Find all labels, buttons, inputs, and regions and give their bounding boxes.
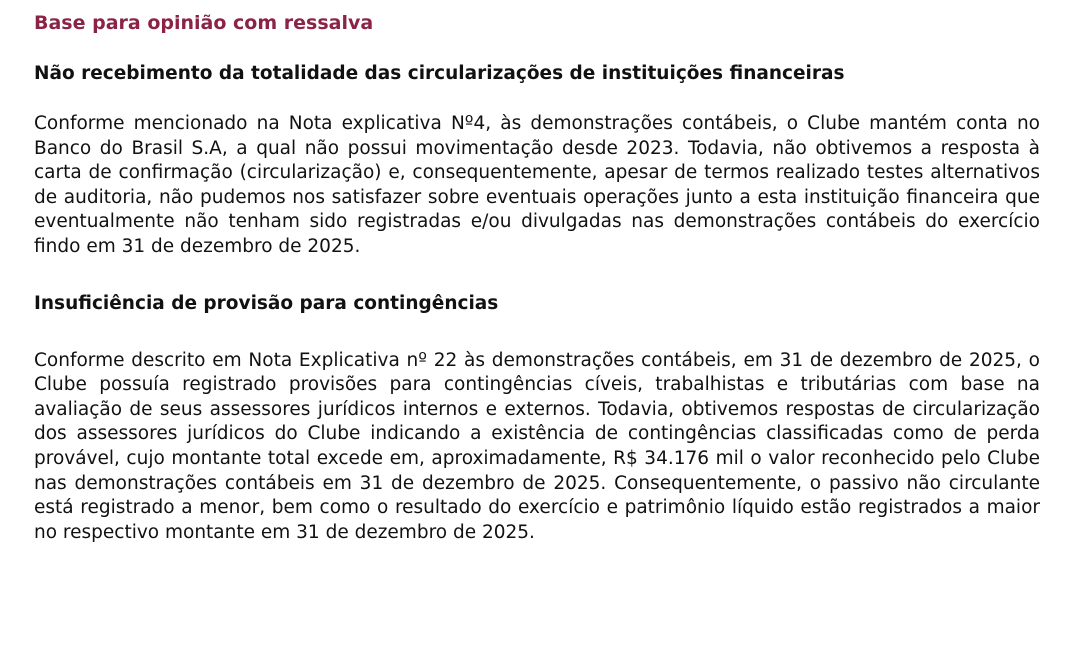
spacer — [34, 88, 1040, 112]
paragraph-circularizacoes: Conforme mencionado na Nota explicativa Nº4, às demonstrações contábeis, o Clube mantém conta no Banco do Brasil S.A, a qual não possui movimentação desde 2023. Todavia, não obtivemos a resposta à carta de confirmação (circularização) e, consequentemente, apesar de termos realizado testes alternativos de auditoria, não pudemos nos satisfazer sobre eventuais operações junto a esta instituição financeira que eventualmente não tenham sido registradas e/ou divulgadas nas demonstrações contábeis do exercício findo em 31 de dezembro de 2025. — [34, 113, 1040, 257]
document-body — [34, 8, 1040, 545]
spacer — [34, 260, 1040, 290]
section-title: Base para opinião com ressalva — [34, 12, 374, 34]
spacer — [34, 38, 1040, 60]
paragraph-provisao: Conforme descrito em Nota Explicativa nº 22 às demonstrações contábeis, em 31 de dezembro de 2025, o Clube possuía registrado provisões para contingências cíveis, trabalhistas e tributárias com base na avaliação de seus assessores jurídicos internos e externos. Todavia, obtivemos respostas de circularização dos assessores jurídicos do Clube indicando a existência de contingências classificadas como de perda provável, cujo montante total excede em, aproximadamente, R$ 34.176 mil o valor reconhecido pelo Clube nas demonstrações contábeis em 31 de dezembro de 2025. Consequentemente, o passivo não circulante está registrado a menor, bem como o resultado do exercício e patrimônio líquido estão registrados a maior no respectivo montante em 31 de dezembro de 2025. — [34, 349, 1040, 543]
spacer — [34, 318, 1040, 349]
subheading-circularizacoes: Não recebimento da totalidade das circularizações de instituições financeiras — [34, 63, 845, 84]
subheading-provisao: Insuficiência de provisão para contingências — [34, 292, 499, 314]
